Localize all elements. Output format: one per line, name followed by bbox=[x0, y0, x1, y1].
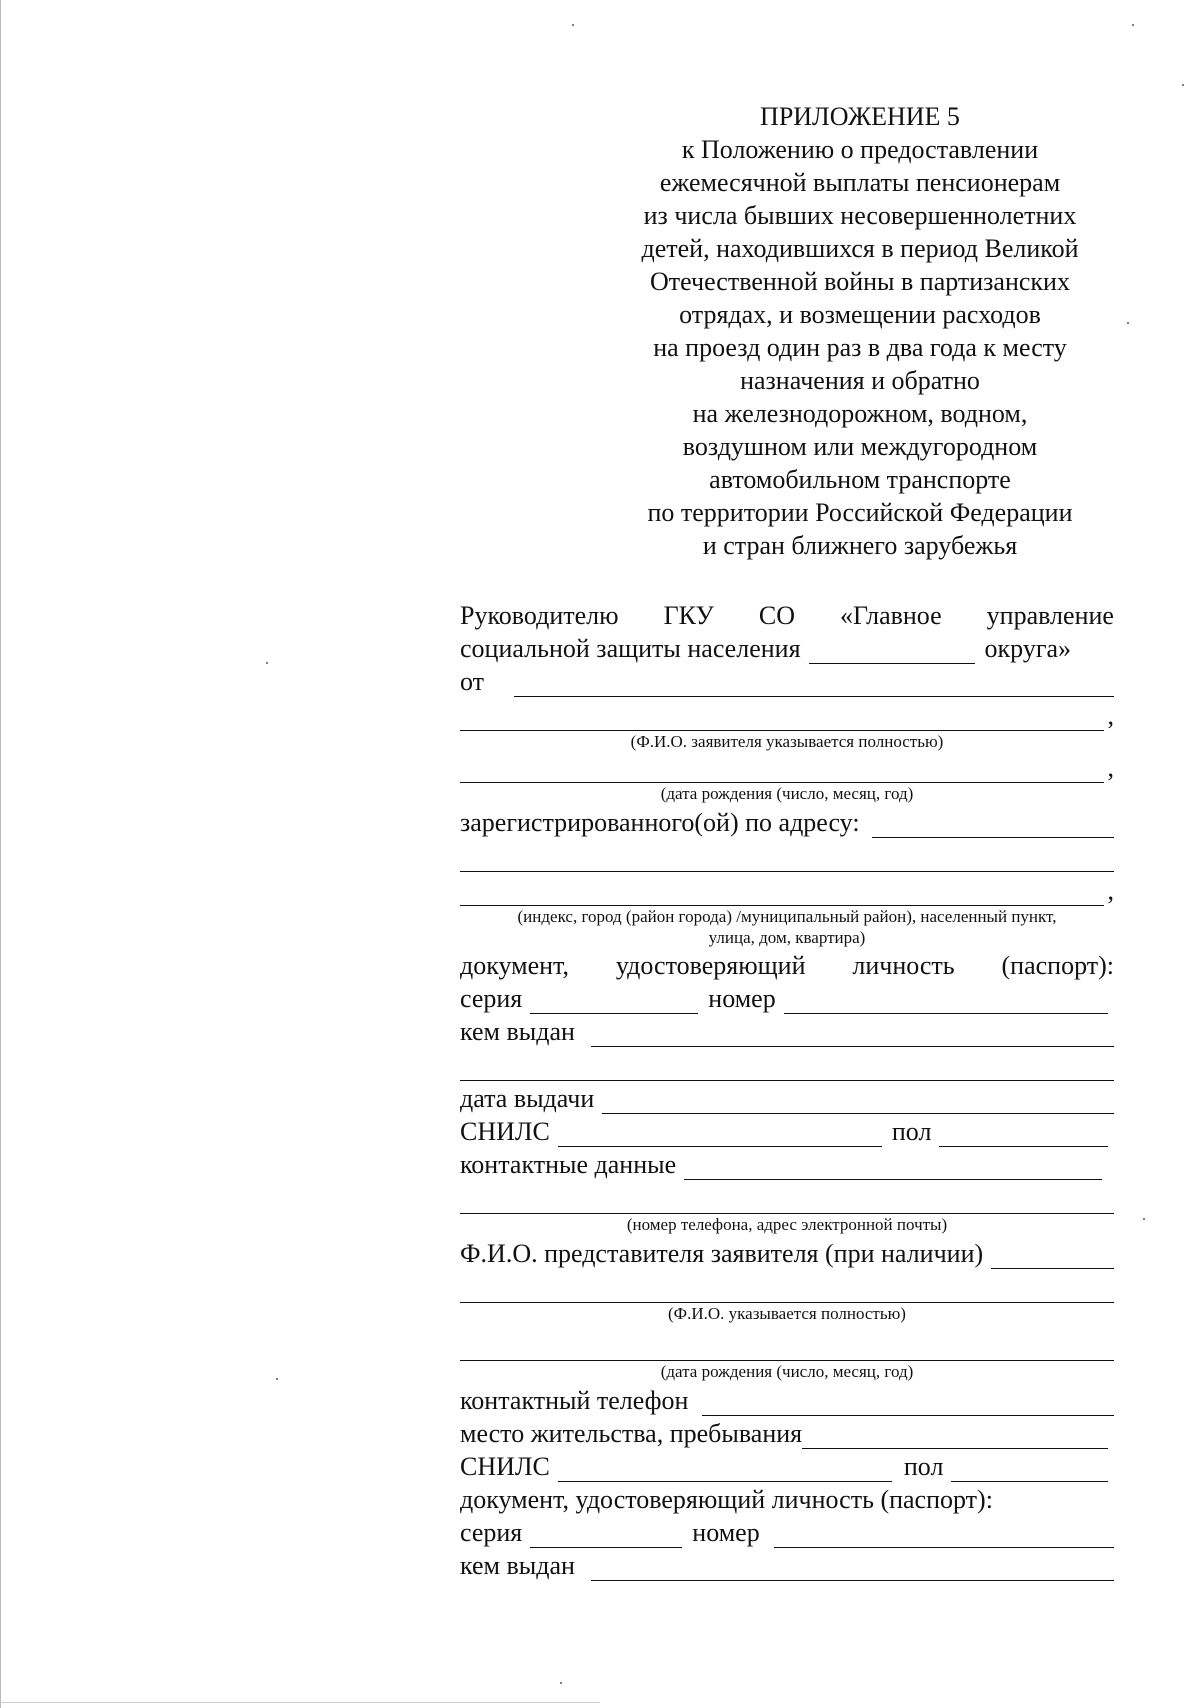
contact-phone-label: контактный телефон bbox=[460, 1386, 689, 1415]
representative-field-2[interactable] bbox=[460, 1278, 1114, 1303]
header-line: детей, находившихся в период Великой bbox=[641, 234, 1079, 263]
rep-issued-by-line bbox=[460, 1548, 1114, 1581]
contacts-line bbox=[460, 1147, 1114, 1180]
header-line: к Положению о предоставлении bbox=[681, 135, 1039, 164]
residence-line bbox=[460, 1416, 1114, 1449]
scan-edge-left bbox=[0, 0, 1, 1708]
birth-date-line bbox=[460, 753, 1114, 783]
rep-id-document-line bbox=[460, 1482, 1114, 1515]
sex-label: пол bbox=[903, 1452, 944, 1481]
header-line: из числа бывших несовершеннолетних bbox=[643, 201, 1077, 230]
header-line: Отечественной войны в партизанских bbox=[650, 267, 1070, 296]
applicant-name-field-2[interactable] bbox=[460, 706, 1104, 731]
address-line-2 bbox=[460, 838, 1114, 872]
contacts-label: контактные данные bbox=[460, 1150, 677, 1179]
series-label: серия bbox=[460, 1518, 523, 1547]
scan-edge-bottom bbox=[0, 1702, 600, 1703]
residence-field[interactable] bbox=[802, 1424, 1108, 1449]
contact-phone-field[interactable] bbox=[702, 1391, 1114, 1416]
addressee-text-end: округа» bbox=[984, 634, 1072, 663]
contacts-field-2[interactable] bbox=[460, 1189, 1114, 1214]
rep-id-doc-label: документ, удостоверяющий личность (паспорт): bbox=[460, 1485, 993, 1514]
hint-birth-date: (дата рождения (число, месяц, год) bbox=[660, 784, 914, 803]
district-field[interactable] bbox=[809, 639, 975, 664]
addressee-line bbox=[460, 598, 1114, 631]
issue-date-label: дата выдачи bbox=[460, 1084, 595, 1113]
scan-speck bbox=[276, 1378, 278, 1380]
header-line: отрядах, и возмещении расходов bbox=[679, 300, 1041, 329]
scan-speck bbox=[1143, 1218, 1145, 1220]
scan-speck bbox=[1182, 84, 1184, 86]
series-label: серия bbox=[460, 984, 523, 1013]
contacts-line-2 bbox=[460, 1180, 1114, 1214]
address-line-3 bbox=[460, 872, 1114, 906]
rep-passport-series-field[interactable] bbox=[530, 1523, 682, 1548]
issued-by-line bbox=[460, 1014, 1114, 1047]
issued-by-line-2 bbox=[460, 1047, 1114, 1081]
rep-snils-field[interactable] bbox=[558, 1457, 892, 1482]
registered-label: зарегистрированного(ой) по адресу: bbox=[460, 808, 860, 837]
from-line bbox=[460, 664, 1114, 697]
issued-by-field[interactable] bbox=[591, 1022, 1114, 1047]
scan-speck bbox=[1132, 24, 1134, 26]
representative-label: Ф.И.О. представителя заявителя (при наличии) bbox=[460, 1239, 984, 1268]
hint-rep-birth-date: (дата рождения (число, месяц, год) bbox=[660, 1362, 914, 1381]
representative-field[interactable] bbox=[991, 1244, 1114, 1269]
issue-date-field[interactable] bbox=[602, 1089, 1114, 1114]
address-field[interactable] bbox=[872, 813, 1114, 838]
header-line: по территории Российской Федерации bbox=[647, 498, 1073, 527]
snils-field[interactable] bbox=[558, 1122, 882, 1147]
passport-number-field[interactable] bbox=[784, 989, 1108, 1014]
comma: , bbox=[1107, 753, 1114, 782]
issued-by-label: кем выдан bbox=[460, 1017, 575, 1046]
id-doc-word: личность bbox=[852, 951, 955, 980]
residence-label: место жительства, пребывания bbox=[460, 1419, 803, 1448]
comma: , bbox=[1107, 701, 1114, 730]
representative-line bbox=[460, 1236, 1114, 1269]
hint-applicant-fio: (Ф.И.О. заявителя указывается полностью) bbox=[630, 732, 944, 751]
scan-speck bbox=[560, 1682, 562, 1684]
id-doc-word: (паспорт): bbox=[1001, 951, 1114, 980]
addressee-word: «Главное bbox=[840, 601, 942, 630]
header-line: на проезд один раз в два года к месту bbox=[653, 333, 1067, 362]
hint-contacts: (номер телефона, адрес электронной почты) bbox=[626, 1215, 948, 1234]
id-doc-word: документ, bbox=[460, 951, 569, 980]
representative-line-2 bbox=[460, 1269, 1114, 1303]
rep-passport-series-line bbox=[460, 1515, 1114, 1548]
appendix-header bbox=[610, 100, 1110, 562]
issued-by-label: кем выдан bbox=[460, 1551, 575, 1580]
birth-date-field[interactable] bbox=[460, 758, 1104, 783]
sex-label: пол bbox=[891, 1117, 932, 1146]
contacts-field[interactable] bbox=[684, 1155, 1102, 1180]
passport-series-field[interactable] bbox=[530, 989, 698, 1014]
addressee-word: управление bbox=[986, 601, 1114, 630]
rep-passport-number-field[interactable] bbox=[774, 1523, 1114, 1548]
hint-address-line: улица, дом, квартира) bbox=[708, 928, 866, 947]
snils-line bbox=[460, 1114, 1114, 1147]
registered-line bbox=[460, 805, 1114, 838]
applicant-name-field[interactable] bbox=[514, 672, 1114, 697]
snils-label: СНИЛС bbox=[460, 1117, 550, 1146]
addressee-line-2 bbox=[460, 631, 1114, 664]
issue-date-line bbox=[460, 1081, 1114, 1114]
scan-speck bbox=[1127, 322, 1129, 324]
hint-representative-fio: (Ф.И.О. указывается полностью) bbox=[668, 1304, 906, 1323]
rep-birth-date-line bbox=[460, 1325, 1114, 1361]
id-doc-word: удостоверяющий bbox=[615, 951, 806, 980]
from-label: от bbox=[460, 667, 485, 696]
number-label: номер bbox=[692, 1518, 760, 1547]
comma: , bbox=[1107, 876, 1114, 905]
header-line: автомобильном транспорте bbox=[709, 465, 1011, 494]
rep-issued-by-field[interactable] bbox=[591, 1556, 1114, 1581]
contact-phone-line bbox=[460, 1383, 1114, 1416]
application-form bbox=[460, 598, 1114, 1581]
passport-series-line bbox=[460, 981, 1114, 1014]
header-line: ПРИЛОЖЕНИЕ 5 bbox=[760, 102, 960, 131]
header-line: воздушном или междугородном bbox=[682, 432, 1038, 461]
rep-sex-field[interactable] bbox=[951, 1457, 1108, 1482]
snils-label: СНИЛС bbox=[460, 1452, 550, 1481]
issued-by-field-2[interactable] bbox=[460, 1056, 1114, 1081]
scan-speck bbox=[572, 24, 574, 26]
addressee-word: Руководителю bbox=[460, 601, 619, 630]
header-line: на железнодорожном, водном, bbox=[692, 399, 1028, 428]
id-document-line bbox=[460, 948, 1114, 981]
hint-address bbox=[460, 906, 1114, 948]
scan-speck bbox=[266, 662, 268, 664]
hint-address-line: (индекс, город (район города) /муниципальный район), населенный пункт, bbox=[517, 907, 1057, 926]
rep-birth-date-field[interactable] bbox=[460, 1336, 1114, 1361]
sex-field[interactable] bbox=[939, 1122, 1108, 1147]
rep-snils-line bbox=[460, 1449, 1114, 1482]
header-line: ежемесячной выплаты пенсионерам bbox=[659, 168, 1061, 197]
header-line: и стран ближнего зарубежья bbox=[702, 531, 1018, 560]
addressee-text: социальной защиты населения bbox=[460, 634, 801, 663]
header-line: назначения и обратно bbox=[740, 366, 980, 395]
number-label: номер bbox=[708, 984, 776, 1013]
address-field-3[interactable] bbox=[460, 881, 1104, 906]
addressee-word: СО bbox=[758, 601, 795, 630]
applicant-name-line-2 bbox=[460, 697, 1114, 731]
address-field-2[interactable] bbox=[460, 847, 1114, 872]
addressee-word: ГКУ bbox=[663, 601, 714, 630]
